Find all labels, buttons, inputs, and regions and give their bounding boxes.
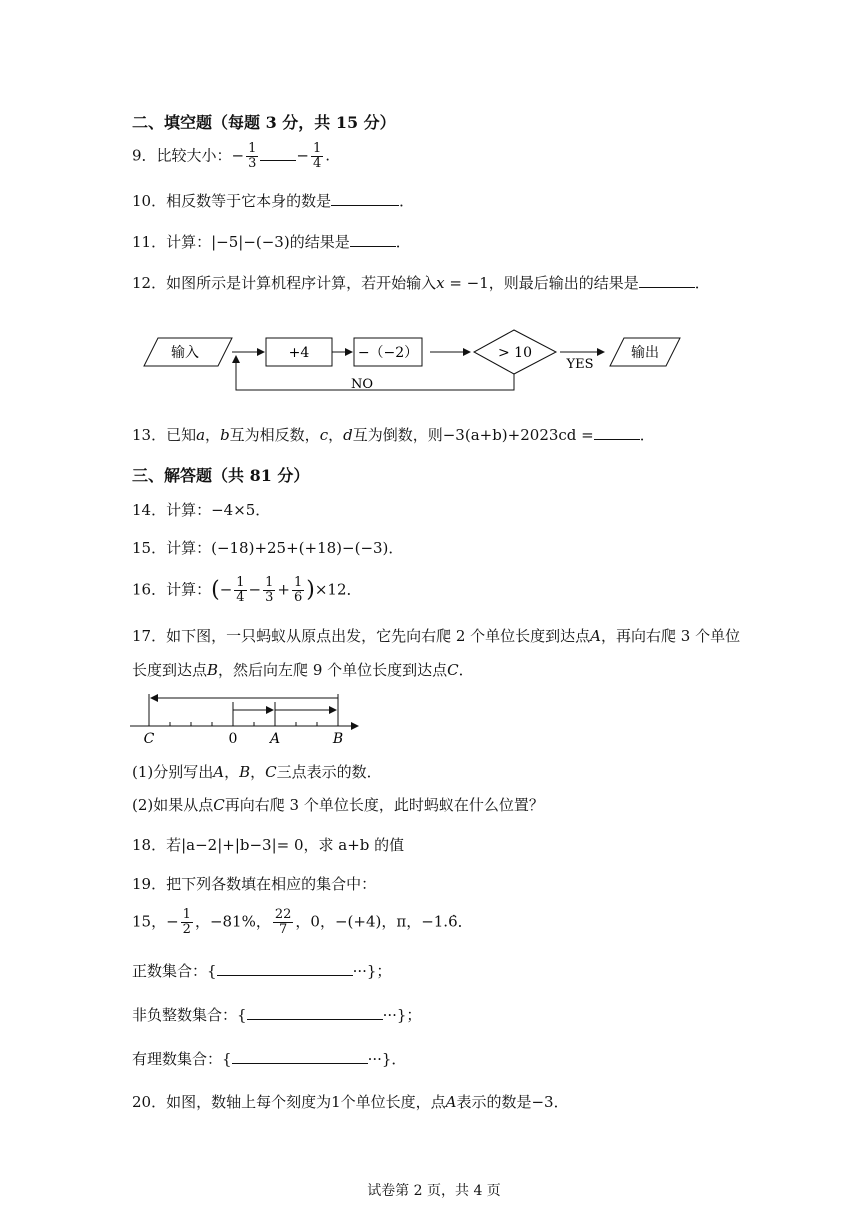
point-c-ref: C: [213, 796, 225, 814]
set-nonneg-label: 非负整数集合：: [132, 1006, 238, 1024]
point-c-ref: C: [265, 763, 277, 781]
answer-blank[interactable]: [350, 232, 396, 247]
set-rational: [132, 1048, 406, 1070]
set-close: ···}: [367, 1050, 392, 1068]
label-a: A: [269, 731, 281, 747]
q13-mid2: 互为倒数，则: [352, 426, 443, 444]
subtract-label: −（−2）: [357, 345, 419, 361]
answer-blank[interactable]: [594, 425, 640, 440]
set-positive: [132, 960, 391, 982]
q17-line2-mid: ，然后向左爬 9 个单位长度到达点: [218, 661, 448, 679]
fraction: $\frac{1}{4}$: [236, 575, 245, 605]
set-end: ．: [391, 1050, 407, 1068]
q20-text: 20．如图，数轴上每个刻度为1个单位长度，点: [132, 1093, 446, 1111]
answer-blank[interactable]: [331, 191, 399, 206]
condition-label: > 10: [498, 345, 532, 361]
set-positive-label: 正数集合：: [132, 962, 208, 980]
set-open: {: [207, 962, 217, 980]
minus-sign: −: [296, 146, 309, 165]
var-d: d: [343, 426, 353, 444]
question-20: [132, 1091, 569, 1113]
q13-expression: −3(a+b)+2023cd =: [442, 426, 594, 444]
answer-blank[interactable]: [260, 146, 296, 161]
q16-suffix: ×12．: [314, 580, 362, 599]
q17-sub2-tail: 再向右爬 3 个单位长度，此时蚂蚁在什么位置？: [224, 796, 544, 814]
q11-expression: |−5|−(−3): [211, 233, 290, 251]
yes-label: YES: [566, 357, 594, 372]
set-open: {: [222, 1050, 232, 1068]
q20-tail: 表示的数是−3．: [456, 1093, 569, 1111]
point-b-ref: B: [207, 661, 219, 679]
point-a-ref: A: [213, 763, 225, 781]
point-b-ref: B: [239, 763, 251, 781]
number-line-q17: [128, 690, 368, 748]
fraction: $\frac{1}{3}$: [248, 141, 257, 171]
var-b: b: [220, 426, 230, 444]
q9-label: 9．比较大小：: [132, 146, 232, 165]
question-12: 12．如图所示是计算机程序计算，若开始输入x = −1，则最后输出的结果是 ．: [132, 274, 710, 292]
set-end: ；: [406, 1006, 422, 1024]
question-16: 16．计算：(− $\frac{1}{4}$ − $\frac{1}{3}$ + $\frac{1}{6}$ )×12．: [132, 575, 362, 605]
q19-nums-b: ，−81%，: [194, 912, 271, 931]
fraction: $\frac{22}{7}$: [274, 907, 292, 937]
minus-sign: −: [231, 146, 245, 165]
fraction: $\frac{1}{3}$: [265, 575, 274, 605]
q12-suffix: ，则最后输出的结果是: [488, 274, 639, 292]
question-17-line1: [132, 625, 740, 647]
label-b: B: [332, 731, 344, 747]
q11-suffix: 的结果是: [289, 233, 350, 251]
q12-eq: = −1: [444, 274, 489, 292]
point-a-ref: A: [590, 627, 602, 645]
output-label: 输出: [631, 345, 659, 361]
question-10: 10．相反数等于它本身的数是 ．: [132, 192, 415, 210]
point-a-ref: A: [445, 1093, 457, 1111]
question-17-line2: 长度到达点B，然后向左爬 9 个单位长度到达点C．: [132, 661, 474, 679]
question-17-sub2: [132, 794, 544, 816]
question-17-sub1: (1)分别写出A，B，C三点表示的数．: [132, 763, 382, 781]
q13-text: 13．已知: [132, 426, 197, 444]
q12-var: x: [436, 274, 445, 292]
question-11: 11．计算：|−5|−(−3)的结果是 ．: [132, 233, 411, 251]
question-18: 18．若|a−2|+|b−3|= 0，求 a+b 的值: [132, 836, 405, 854]
set-close: ···}: [382, 1006, 407, 1024]
input-label: 输入: [171, 345, 199, 361]
section-title-fill-in: 二、填空题（每题 3 分，共 15 分）: [132, 113, 396, 132]
q13-mid1: 互为相反数，: [229, 426, 320, 444]
q11-label: 11．计算：: [132, 233, 212, 251]
page-footer: 试卷第 2 页，共 4 页: [367, 1183, 501, 1199]
program-flowchart: [140, 326, 700, 396]
q12-text: 12．如图所示是计算机程序计算，若开始输入: [132, 274, 437, 292]
section-title-solve: 三、解答题（共 81 分）: [132, 466, 310, 485]
label-origin: 0: [228, 731, 238, 747]
no-loop-arrow: [236, 356, 514, 390]
set-rational-label: 有理数集合：: [132, 1050, 223, 1068]
set-positive-blank[interactable]: [217, 961, 353, 976]
answer-blank[interactable]: [639, 273, 695, 288]
var-c: c: [319, 426, 329, 444]
q17-sub1-tail: 三点表示的数．: [276, 763, 382, 781]
add-label: +4: [288, 345, 310, 361]
no-label: NO: [350, 377, 374, 392]
q19-nums-a: 15，−: [132, 912, 179, 931]
q16-label: 16．计算：: [132, 580, 212, 599]
set-nonneg-blank[interactable]: [247, 1005, 383, 1020]
fraction: $\frac{1}{2}$: [182, 907, 191, 937]
set-open: {: [237, 1006, 247, 1024]
label-c: C: [143, 731, 155, 747]
set-end: ；: [376, 962, 392, 980]
q17-line2-text: 长度到达点: [132, 661, 208, 679]
q10-text: 10．相反数等于它本身的数是: [132, 192, 332, 210]
question-15: 15．计算：(−18)+25+(+18)−(−3)．: [132, 539, 404, 557]
question-13: 13．已知a，b互为相反数，c，d互为倒数，则−3(a+b)+2023cd = ．: [132, 426, 655, 444]
question-9: 9．比较大小：− $\frac{1}{3}$ − $\frac{1}{4}$ .: [132, 141, 331, 171]
fraction: $\frac{1}{4}$: [312, 141, 322, 171]
fraction: $\frac{1}{6}$: [293, 575, 303, 605]
set-rational-blank[interactable]: [232, 1049, 368, 1064]
var-a: a: [196, 426, 206, 444]
question-19: 19．把下列各数填在相应的集合中：: [132, 875, 377, 893]
q17-sub2-text: (2)如果从点: [132, 796, 214, 814]
point-c-ref: C: [447, 661, 459, 679]
q17-line1-tail: ，再向右爬 3 个单位: [601, 627, 741, 645]
question-19-numbers: [132, 908, 473, 937]
q19-nums-c: ，0，−(+4)，π，−1.6̇．: [295, 912, 473, 931]
set-nonneg-integer: [132, 1004, 421, 1026]
q17-line1-text: 17．如下图，一只蚂蚁从原点出发，它先向右爬 2 个单位长度到达点: [132, 627, 591, 645]
set-close: ···}: [352, 962, 377, 980]
q17-sub1-text: (1)分别写出: [132, 763, 214, 781]
question-14: 14．计算：−4×5．: [132, 501, 271, 519]
